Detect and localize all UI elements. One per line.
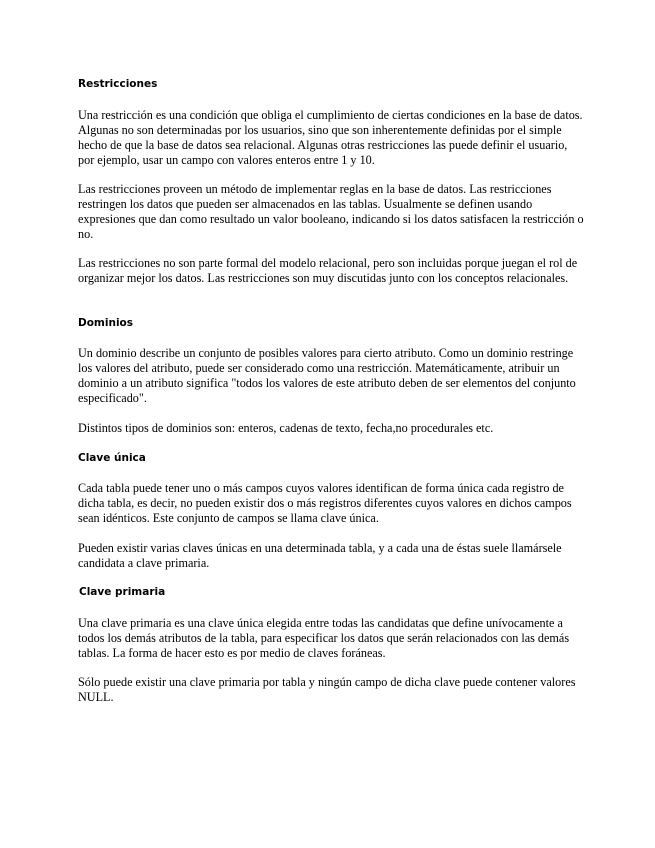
paragraph: Distintos tipos de dominios son: enteros, cadenas de texto, fecha,no procedurales etc. bbox=[78, 421, 494, 435]
paragraph: Las restricciones no son parte formal del modelo relacional, pero son incluidas porque juegan el rol de organizar mejor los datos. Las restricciones son muy discutidas junto con los conceptos relacionales. bbox=[78, 256, 578, 285]
paragraph: Un dominio describe un conjunto de posibles valores para cierto atributo. Como un dominio restringe los valores del atributo, puede ser considerado como una restricción. Matemáticamente, atribuir un dominio a un atributo significa "todos los valores de este atributo deben de ser elementos del conjunto especificado". bbox=[78, 346, 576, 405]
heading-clave-primaria: Clave primaria bbox=[79, 586, 166, 598]
paragraph: Cada tabla puede tener uno o más campos cuyos valores identifican de forma única cada registro de dicha tabla, es decir, no pueden existir dos o más registros diferentes cuyos valores en dichos campos sean idénticos. Este conjunto de campos se llama clave única. bbox=[78, 481, 572, 525]
paragraph: Las restricciones proveen un método de implementar reglas en la base de datos. Las restricciones restringen los datos que pueden ser almacenados en las tablas. Usualmente se definen usando expresiones que dan como resultado un valor booleano, indicando si los datos satisfacen la restricción o no. bbox=[78, 182, 584, 241]
heading-restricciones: Restricciones bbox=[78, 78, 158, 90]
paragraph: Sólo puede existir una clave primaria por tabla y ningún campo de dicha clave puede contener valores NULL. bbox=[78, 675, 576, 704]
heading-clave-unica: Clave única bbox=[78, 452, 146, 464]
paragraph: Pueden existir varias claves únicas en una determinada tabla, y a cada una de éstas suele llamársele candidata a clave primaria. bbox=[78, 541, 562, 570]
paragraph: Una restricción es una condición que obliga el cumplimiento de ciertas condiciones en la base de datos. Algunas no son determinadas por los usuarios, sino que son inherentemente definidas por el simple hecho de que la base de datos sea relacional. Algunas otras restricciones las puede definir el usuario, por ejemplo, usar un campo con valores enteros entre 1 y 10. bbox=[78, 108, 583, 167]
heading-dominios: Dominios bbox=[78, 317, 134, 329]
paragraph: Una clave primaria es una clave única elegida entre todas las candidatas que define unívocamente a todos los demás atributos de la tabla, para especificar los datos que serán relacionados con las demás tablas. La forma de hacer esto es por medio de claves foráneas. bbox=[78, 616, 570, 660]
